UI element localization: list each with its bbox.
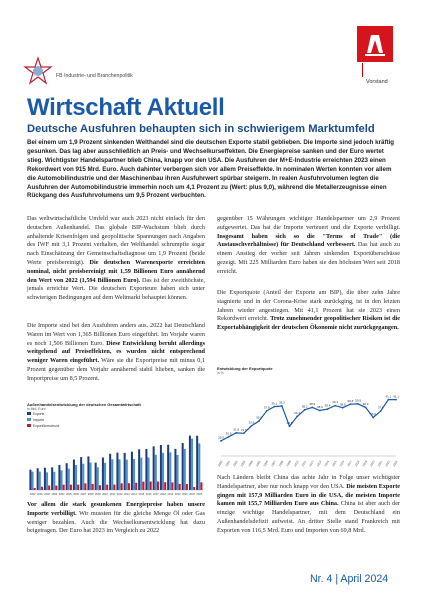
tick-label: 2005 [254,459,262,468]
line-chart-plot [217,378,400,468]
data-label: 37,9 [263,405,270,410]
legend-item: Exportüberschuss [27,424,205,428]
bar [51,467,53,490]
bar [191,439,193,490]
bar [186,484,188,490]
tick-label: 2014 [131,493,138,496]
data-label: 38,4 [324,403,331,408]
tick-label: 2007 [270,459,277,468]
data-point [304,409,306,411]
body-paragraph: Vor allem die stark gesunkenen Energiepreise haben unsere Importe verbilligt. Wir mussten für die gleiche Menge Öl oder Gas weniger bezahlen. Auch die Wechselkursentwicklung hat dazu beigetragen. Der Euro hat 2023 im Vergleich zu 2022 [27,501,206,535]
tick-label: 2023 [391,459,399,468]
bar [29,470,31,490]
tick-label: 2009 [285,459,292,468]
tick-label: 2020 [369,459,376,468]
data-point [289,425,291,427]
tick-label: 2021 [181,493,188,496]
tick-label: 2012 [308,459,315,468]
bar [140,458,142,490]
bar [63,485,65,490]
bar [155,455,157,490]
tick-label: 2004 [58,493,65,496]
bar [148,457,150,490]
legend-item: Exporte [27,412,205,416]
bar [84,483,86,490]
bar [126,460,128,490]
bar [200,482,202,490]
data-label: 36,0 [370,412,377,417]
bar [102,458,104,490]
body-paragraph: Die Exportquote (Anteil der Exporte am BIP), die über zehn Jahre stagnierte und in der Corona-Krise stark zurückging, ist in den letzten Jahren wieder angestiegen. Mit 41,1 Prozent hat sie 2023 einen Rekordwert erreicht. Trotz zunehmender geopolitischer Risiken ist die Exportabhängigkeit der deutschen Ökonomie nicht zurückgegangen. [217,289,400,332]
data-point [395,399,397,401]
data-point [380,410,382,412]
bar [48,485,50,490]
bar [111,459,113,490]
data-point [357,403,359,405]
tick-label: 2015 [138,493,145,496]
body-paragraph: Das weltwirtschaftliche Umfeld war auch 2023 nicht einfach für den deutschen Außenhandel. Das globale BIP-Wachstum blieb durch anhaltende Krisenfolgen und geopolitische Spannungen nach Angaben des IWF mit 3,1 Prozent verhalten, der Welthandel schrumpfte sogar nach Einschätzung der Gemeinschaftsdiagnose um 1,9 Prozent (beide Werte preisbereinigt). Die deutschen Warenexporte erreichten nominal, nicht preisbereinigt mit 1,59 Billionen Euro annähernd den Wert von 2022 (1,594 Billionen Euro). Das ist der zweithöchste, jemals erreichte Wert. Die deutschen Exporteure haben sich unter schwierigen Bedingungen auf dem Weltmarkt behauptet können. [27,215,206,302]
export-quote-line-chart [217,366,400,470]
tick-label: 2003 [51,493,58,496]
data-point [342,407,344,409]
bar [55,486,57,490]
tick-label: 2002 [44,493,51,496]
page-title: Wirtschaft Aktuell [27,94,225,121]
ig-metall-logo-icon [357,26,393,62]
data-label: 38,8 [339,402,346,407]
bar [75,465,77,490]
bar [44,468,46,490]
bar [150,482,152,490]
bar [124,453,126,490]
bar [189,436,191,490]
data-point [296,416,298,418]
bar [39,472,41,490]
bar [119,459,121,490]
bar [97,467,99,490]
bar [121,483,123,490]
bar [106,485,108,490]
data-label: 39,9 [355,398,361,403]
data-label: 41,1 [385,394,392,399]
data-label: 38,0 [316,405,323,410]
bar [179,484,181,490]
bar [53,472,55,490]
data-label: 31,6 [233,427,240,432]
tick-label: 2022 [189,493,196,496]
tick-label: 2010 [102,493,109,496]
tick-label: 2012 [116,493,123,496]
tick-label: 2000 [29,493,36,496]
tick-label: 2023 [196,493,203,496]
bar [68,469,70,490]
data-label: 31,5 [240,427,247,432]
tick-label: 2001 [36,493,43,496]
data-point [365,406,367,408]
tick-label: 2005 [65,493,72,496]
data-label: 39,8 [347,398,354,403]
data-label: 39,4 [332,400,339,405]
bar [196,436,198,490]
data-point [334,405,336,407]
bar [113,485,115,490]
bar [41,487,43,490]
issue-label: Nr. 4 | April 2024 [310,573,389,585]
body-paragraph: gegenüber 15 Währungen wichtiger Handelspartner um 2,9 Prozent aufgewertet. Das hat die Importe verteuert und die Exporte verbilligt. Insgesamt haben sich so die "Terms of Trade" (die Austauschverhältnisse) für Deutschland verbessert. Das hat auch zu einem Anstieg der vorher seit Jahren sinkenden Exportüberschüsse gezeigt. Mit 225 Milliarden Euro haben sie den höchsten Wert seit 2018 erreicht. [217,215,401,275]
body-paragraph: Nach Ländern bleibt China das achte Jahr in Folge unser wichtigster Handelspartner, aber nur noch knapp vor den USA. Die meisten Exporte gingen mit 157,9 Milliarden Euro in die USA, die meisten Importe kamen mit 155,7 Milliarden Euro aus China. China ist aber auch der einzige wichtige Handelspartner, mit dem Deutschland ein Außenhandelsdefizit aufweist. An dritter Stelle stand Frankreich mit Exporten von 116,5 Mrd. Euro und Importen von 69,8 Mrd. [217,474,401,534]
data-label: 36,3 [294,411,301,416]
data-label: 38,2 [301,404,308,409]
bar [46,472,48,490]
bar [73,460,75,490]
tick-label: 2022 [384,459,391,468]
bar [82,464,84,490]
bar [32,472,34,490]
bar [104,463,106,490]
tick-label: 2015 [330,459,338,468]
bar [87,456,89,490]
data-label: 39,3 [278,400,285,405]
bar [77,485,79,490]
tick-label: 2013 [123,493,130,496]
tick-label: 2006 [262,459,270,468]
bar [95,463,97,490]
legend-item: Importe [27,418,205,422]
tick-label: 2018 [353,459,361,468]
bar [37,468,39,490]
tick-label: 2011 [300,459,308,468]
bar [198,443,200,490]
tick-label: 2009 [94,493,101,496]
bar [80,457,82,490]
chart-subtitle: in Mrd. Euro [27,407,46,411]
data-label: 38,9 [309,401,316,406]
data-point [327,408,329,410]
page-subtitle: Deutsche Ausfuhren behaupten sich in schwierigem Marktumfeld [27,123,375,135]
bar [145,449,147,490]
bar [142,482,144,490]
data-point [258,420,260,422]
tick-label: 2017 [346,459,353,468]
trade-bar-chart [27,402,205,496]
data-label: 35,0 [256,415,262,420]
bar [61,470,63,490]
bar [128,483,130,490]
tick-label: 2008 [277,459,285,468]
tick-label: 2019 [361,459,368,468]
tick-label: 2003 [239,459,247,468]
bar [131,452,133,490]
data-label: 33,6 [248,420,255,425]
data-label: 38,9 [362,401,369,406]
chart-subtitle: in % [217,371,224,375]
bar [109,454,111,490]
tick-label: 2013 [315,459,323,468]
tick-label: 2008 [87,493,94,496]
bar [133,459,135,490]
bar [58,465,60,490]
lead-paragraph: Bei einem um 1,9 Prozent sinkenden Welthandel sind die deutschen Exporte stabil geblieben. Die Importe sind jedoch kräftig gesunken. Das lag aber ausschließlich an Preis- und Wechselkurseffekten. Die Energiepreise sanken und der Euro wertet stieg. Wichtigster Handelspartner blieb China, knapp vor den USA. Die Ausfuhren der M+E-Industrie erreichten 2023 einen Rekordwert von 915 Mrd. Euro. Auch dahinter verbergen sich vor allem Preiseffekte. In nominalen Werten konnten vor allem die Automobilindustrie und der Maschinenbau ihren Ausfuhrwert spürbar steigern. In realen Ausfuhrvolumen legten die Ausfuhren der Automobilindustrie immerhin noch um 4,1 Prozent zu (Wert: plus 9,0), während die Metallerzeugnisse einen Rückgang des Ausfuhrvolumens um 9,5 Prozent verbuchten. [27,139,395,200]
data-label: 37,9 [377,405,384,410]
bar [138,449,140,490]
chart-title: Entwicklung der Exportquote [217,366,273,371]
star-logo-icon [23,56,53,86]
data-point [319,410,321,412]
bar-chart-plot [27,430,205,496]
tick-label: 2018 [160,493,167,496]
org-label: Vorstand [366,79,388,85]
bar [171,482,173,490]
department-label: FB Industrie- und Branchenpolitik [56,73,133,79]
data-label: 33,5 [286,420,293,425]
bar [99,485,101,490]
tick-label: 2016 [338,459,346,468]
data-label: 30,5 [225,431,232,436]
data-point [281,405,283,407]
bar [169,452,171,490]
tick-label: 2007 [80,493,87,496]
data-point [228,436,230,438]
bar [177,455,179,490]
divider [362,63,363,77]
tick-label: 2014 [323,459,330,468]
tick-label: 2016 [145,493,152,496]
tick-label: 2006 [73,493,80,496]
data-point [273,406,275,408]
data-point [311,406,313,408]
data-point [349,403,351,405]
tick-label: 2002 [232,459,239,468]
data-point [251,425,253,427]
data-point [387,399,389,401]
bar [174,449,176,490]
bar [66,463,68,490]
bar [34,488,36,490]
tick-label: 2011 [109,493,116,496]
bar [70,485,72,490]
bar [135,483,137,490]
data-point [266,410,268,412]
bar [157,482,159,490]
bar [182,443,184,490]
bar [92,484,94,490]
tick-label: 2021 [376,459,384,468]
bar [90,463,92,490]
data-point [372,417,374,419]
bar [153,446,155,490]
body-paragraph: Die Importe sind bei den Ausfuhren anders aus. 2022 hat Deutschland Waren im Wert von 1,365 Billionen Euro eingeführt. Im Vorjahr waren es noch 1,506 Billionen Euro. Diese Entwicklung beruht allerdings weitgehend auf Preiseffekten, es wurden nicht entsprechend weniger Waren eingeführt. Wäre sie die Exportpreise mit minus 0,1 Prozent gegenüber dem Vorjahr annähernd stabil blieben, sanken die Importpreise um 8,5 Prozent. [27,322,206,382]
tick-label: 2000 [217,459,224,468]
tick-label: 2019 [167,493,174,496]
tick-label: 2004 [247,459,254,468]
bar [160,445,162,490]
bar [116,453,118,490]
chart-title: Außenhandelsentwicklung der deutschen Gesamtwirtschaft [27,402,141,407]
tick-label: 2001 [224,459,232,468]
data-label: 39,1 [271,401,278,406]
bar [164,482,166,490]
chart-legend [27,412,205,428]
data-point [235,432,237,434]
data-point [220,440,222,442]
data-label: 41,1 [393,394,399,399]
bar [167,445,169,490]
bar [184,449,186,490]
tick-label: 2017 [152,493,159,496]
data-label: 29,3 [218,435,224,440]
bar [193,487,195,490]
tick-label: 2020 [174,493,181,496]
bar [162,453,164,490]
tick-label: 2010 [292,459,300,468]
data-point [243,432,245,434]
